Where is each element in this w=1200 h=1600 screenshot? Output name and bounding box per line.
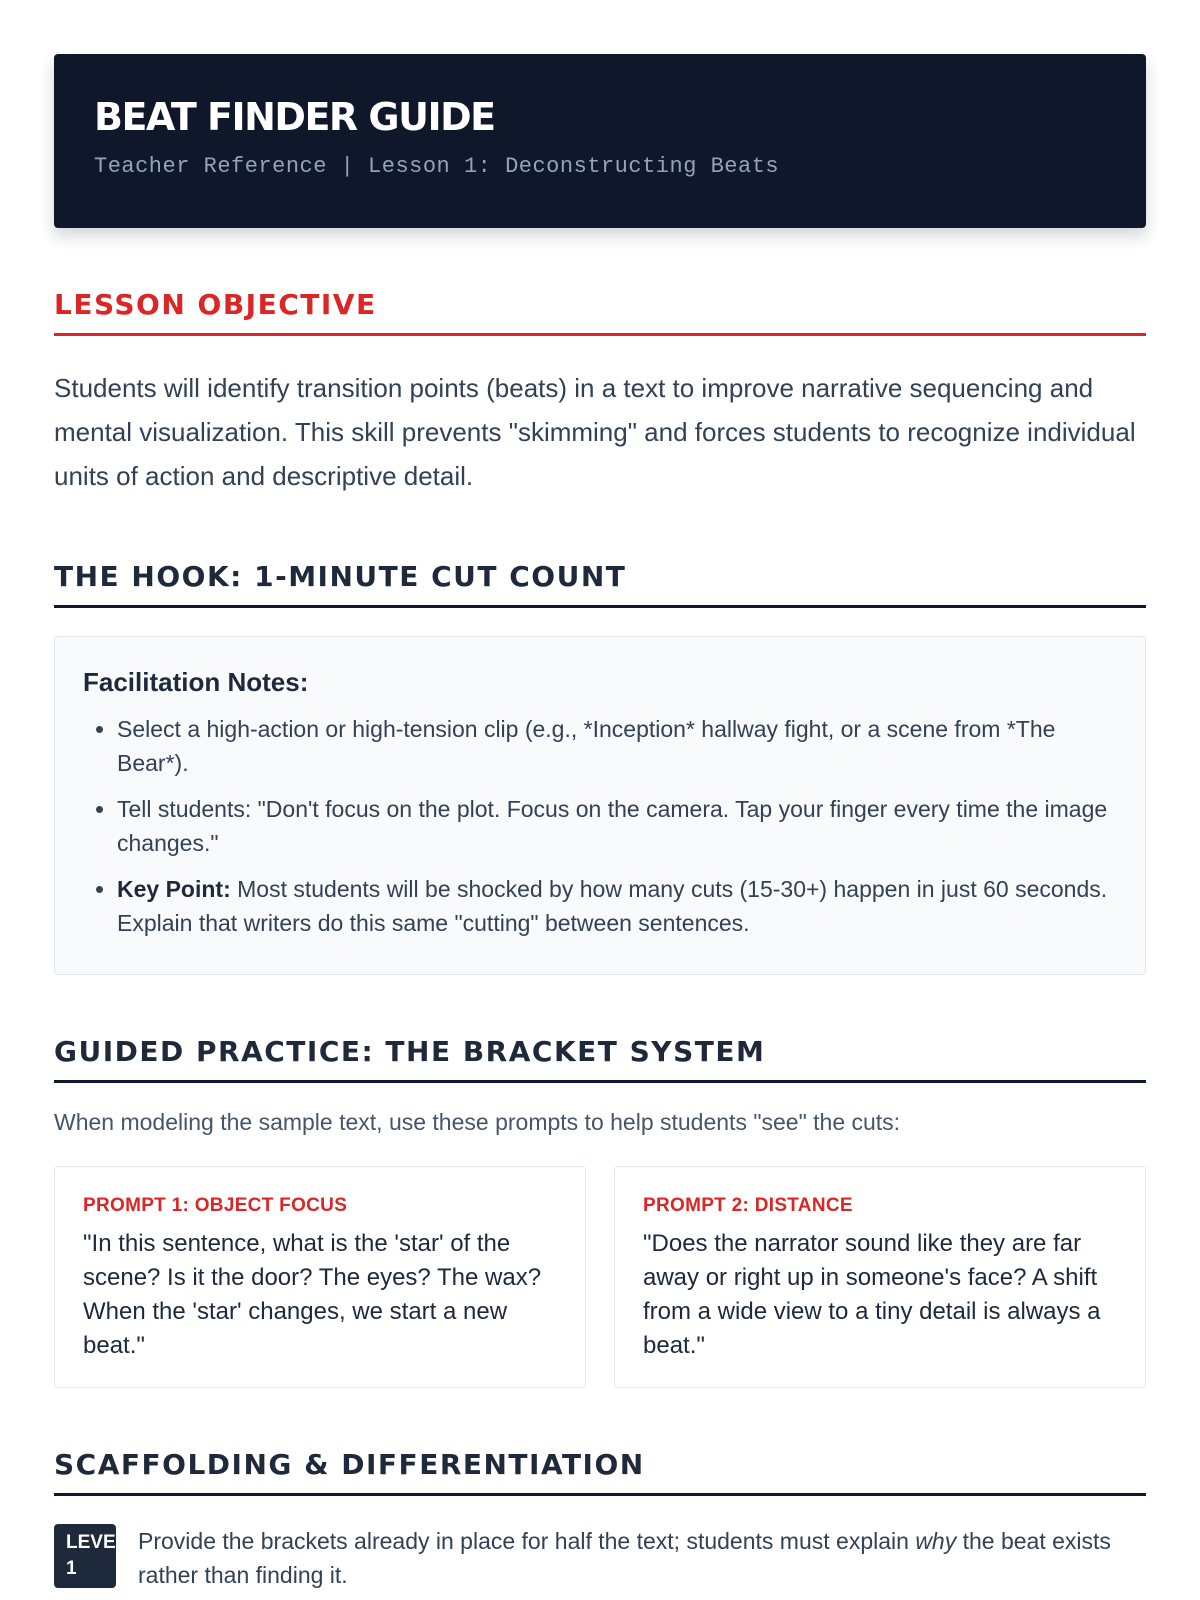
facilitation-notes-box (54, 636, 1146, 975)
scaffolding-heading: SCAFFOLDING & DIFFERENTIATION (54, 1448, 1146, 1496)
prompt-text: "Does the narrator sound like they are far away or right up in someone's face? A shift from a wide view to a tiny detail is always a beat." (643, 1230, 1101, 1359)
guided-practice-heading: GUIDED PRACTICE: THE BRACKET SYSTEM (54, 1035, 1146, 1083)
objective-text: Students will identify transition points (beats) in a text to improve narrative sequencing and mental visualization. This skill prevents "skimming" and forces students to recognize individual units of action and descriptive detail. (54, 373, 1136, 491)
page-subtitle: Teacher Reference | Lesson 1: Deconstructing Beats (94, 154, 780, 179)
header-banner (54, 54, 1146, 228)
level-text-part: the beat exists rather than finding it. (138, 1528, 1111, 1588)
prompt-text: "In this sentence, what is the 'star' of the scene? Is it the door? The eyes? The wax? When the 'star' changes, we start a new beat." (83, 1230, 542, 1359)
list-item (117, 712, 1117, 780)
level-text-emphasis: why (915, 1528, 957, 1554)
level-description (138, 1524, 1146, 1592)
level-row (54, 1524, 1146, 1592)
prompt-label: PROMPT 1: OBJECT FOCUS (83, 1195, 348, 1216)
list-item (117, 872, 1117, 940)
page-title: BEAT FINDER GUIDE (94, 95, 495, 139)
guided-practice-intro: When modeling the sample text, use these prompts to help students "see" the cuts: (54, 1109, 901, 1135)
level-badge: LEVEL 1 (54, 1524, 116, 1588)
prompt-label: PROMPT 2: DISTANCE (643, 1195, 853, 1216)
facilitation-notes-heading: Facilitation Notes: (83, 667, 309, 697)
prompt-card-distance (614, 1166, 1146, 1388)
objective-heading: LESSON OBJECTIVE (54, 288, 1146, 336)
prompt-cards (54, 1166, 1146, 1388)
hook-heading: THE HOOK: 1-MINUTE CUT COUNT (54, 560, 1146, 608)
list-item (117, 792, 1117, 860)
level-text-part: Provide the brackets already in place for half the text; students must explain (138, 1528, 916, 1554)
list-item-text: Most students will be shocked by how many cuts (15-30+) happen in just 60 seconds. Explain that writers do this same "cutting" between sentences. (117, 876, 1108, 936)
prompt-card-object-focus (54, 1166, 586, 1388)
key-point-label: Key Point: (117, 876, 231, 902)
list-item-text: Select a high-action or high-tension clip (e.g., *Inception* hallway fight, or a scene from *The Bear*). (117, 716, 1056, 776)
facilitation-notes-list (83, 712, 1117, 940)
list-item-text: Tell students: "Don't focus on the plot. Focus on the camera. Tap your finger every time the image changes." (117, 796, 1108, 856)
